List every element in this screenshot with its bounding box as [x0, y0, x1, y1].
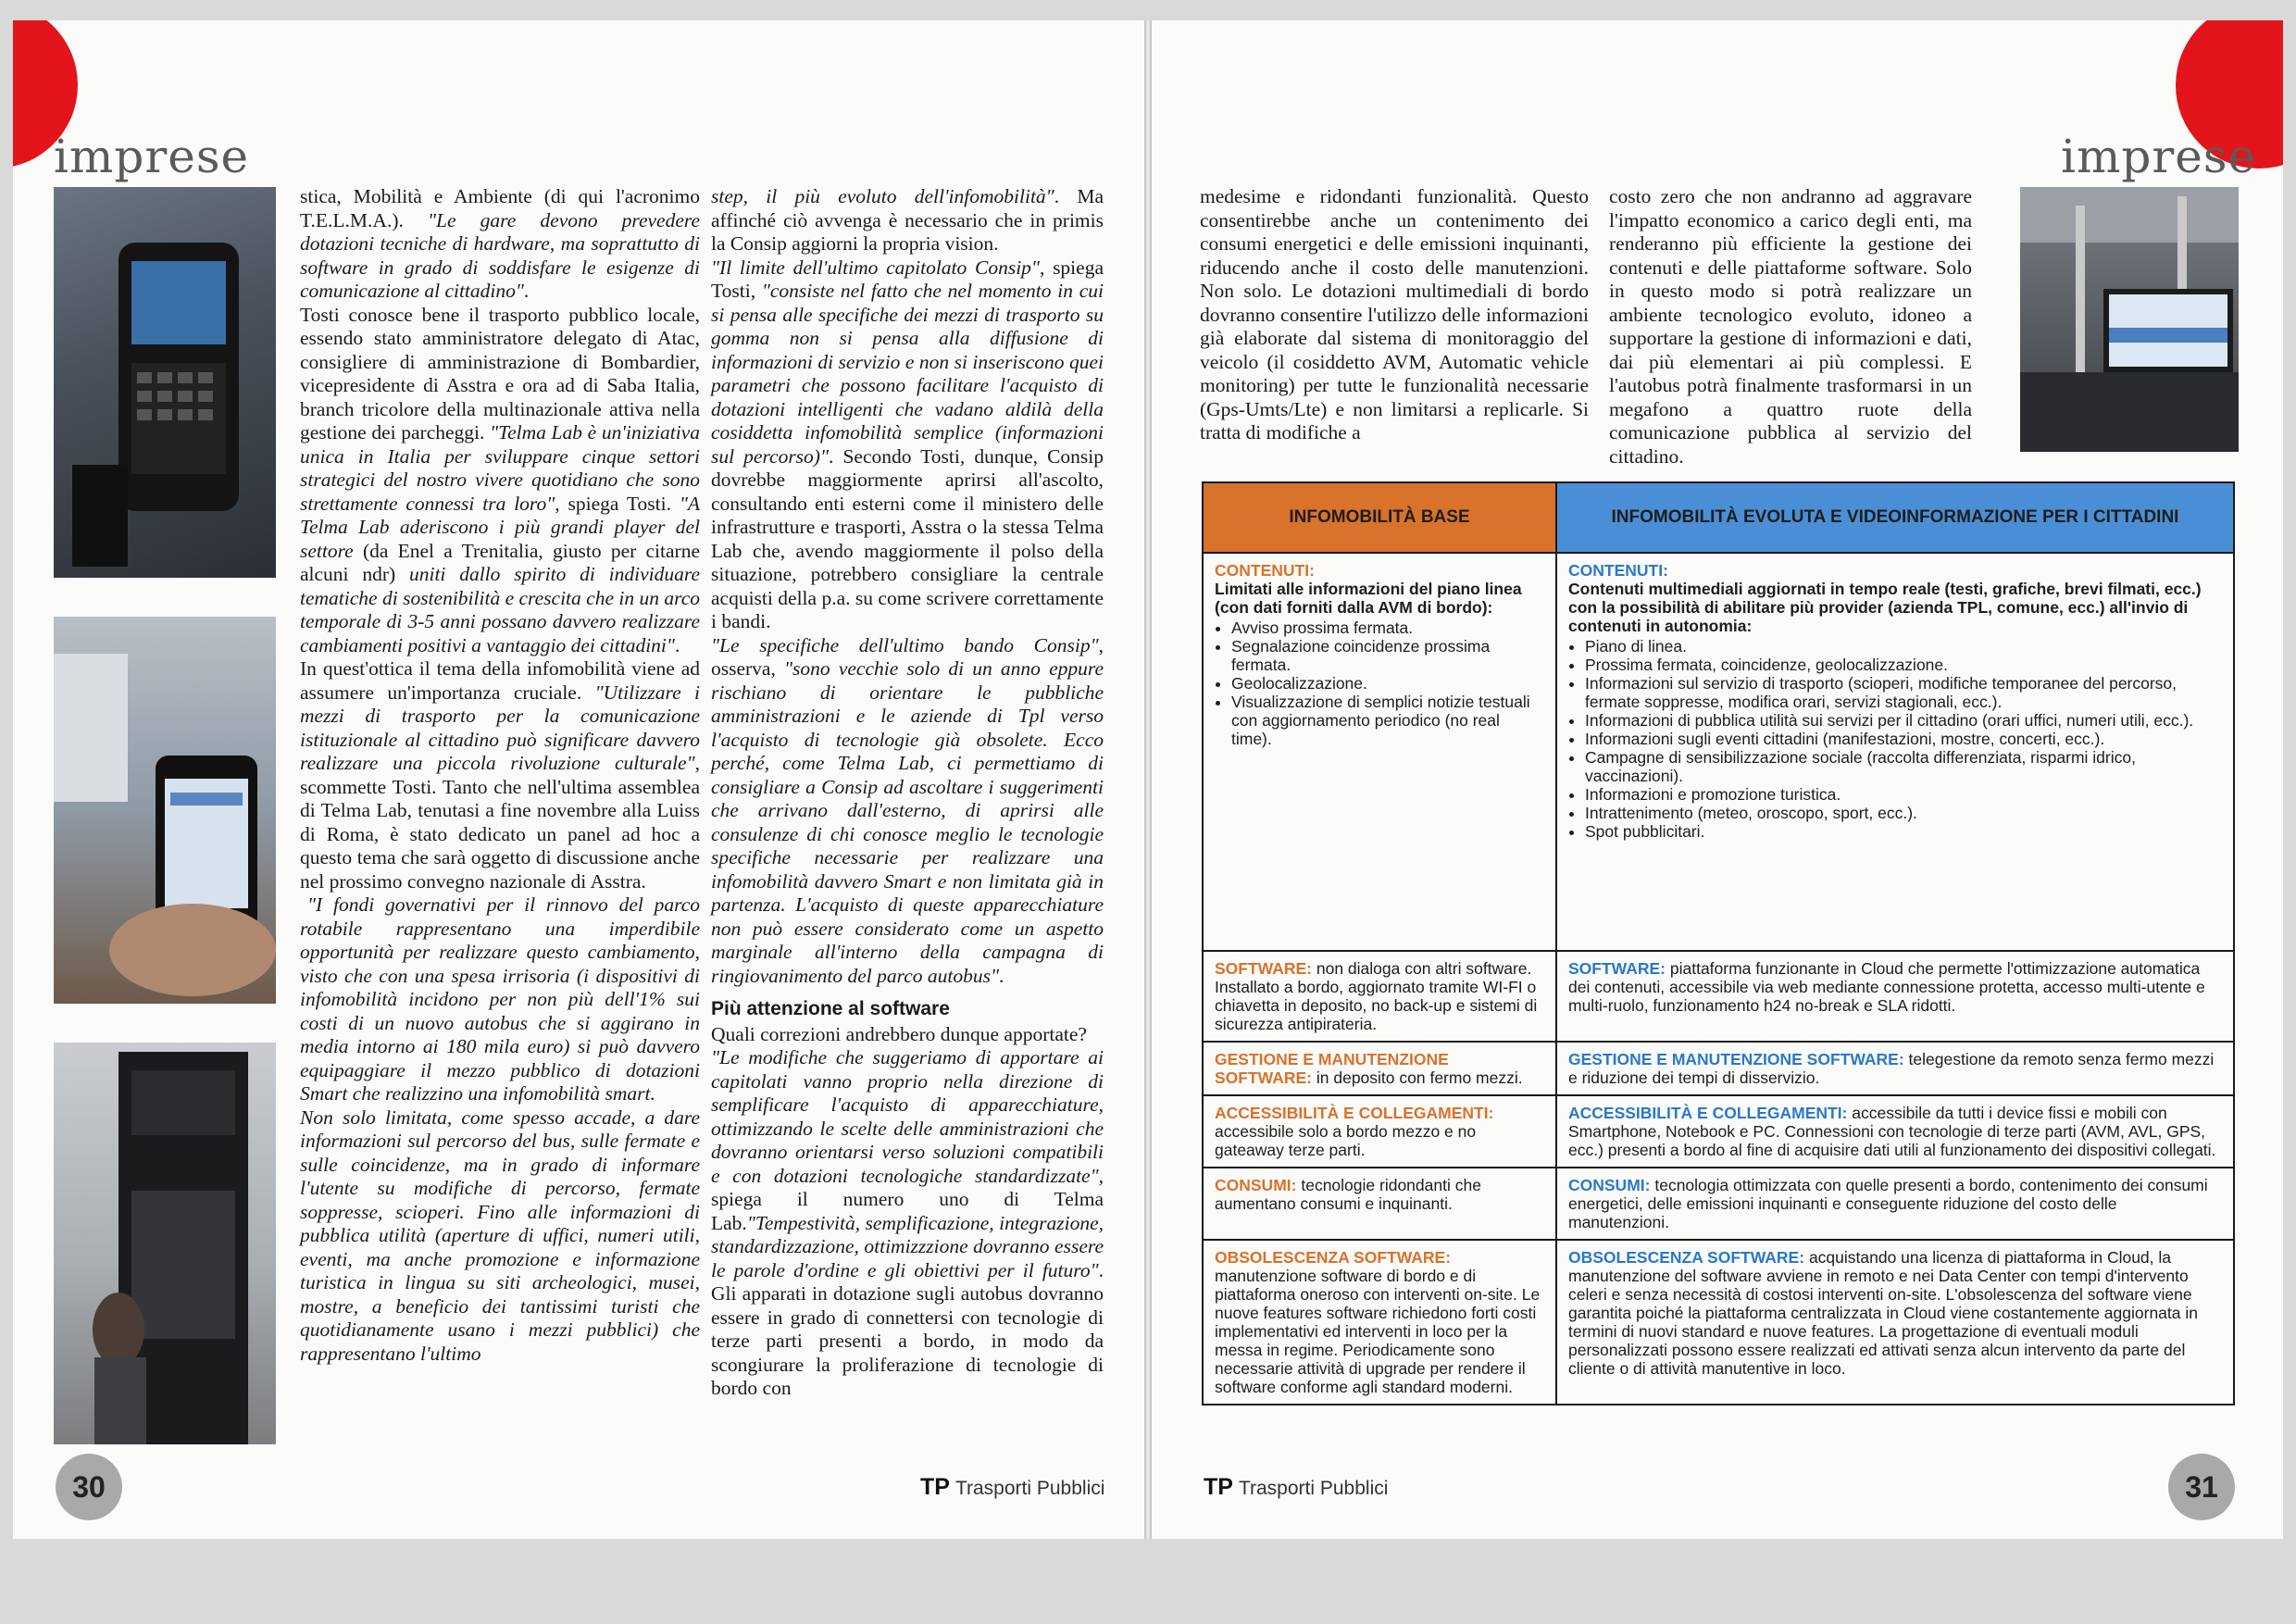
paragraph: medesime e ridondanti funzionalità. Questo consentirebbe anche un contenimento dei consumi energetici e delle emissioni inquinanti, riducendo anche il costo delle manutenzioni. Non solo. Le dotazioni multimediali di bordo dovranno consentire l'utilizzo delle informazioni già elaborate dal sistema di monitoraggio del veicolo (il cosiddetto AVM, Automatic vehicle monitoring) per tutte le funzionalità necessarie (Gps-Umts/Lte) e non limitarsi a replicarle. Si tratta di modifiche a	[1200, 185, 1589, 443]
table-row	[1203, 1095, 2234, 1168]
page-number: 31	[2168, 1454, 2235, 1520]
cell-base-software: SOFTWARE: non dialoga con altri software. Installato a bordo, aggiornato tramite WI-FI o chiavetta in deposito, no back-up e sistemi di sicurezza antipirateria.	[1203, 951, 1556, 1042]
article-column-1	[300, 185, 700, 1366]
page-number: 30	[56, 1454, 122, 1520]
section-label: imprese	[54, 130, 250, 183]
photo-info-totem	[54, 1043, 276, 1444]
footer-brand: TP Trasporti Pubblici	[1204, 1474, 1389, 1500]
section-label: imprese	[2061, 130, 2257, 183]
right-page	[1152, 20, 2283, 1539]
book-spine	[1144, 20, 1152, 1539]
table-row	[1203, 1042, 2234, 1095]
table-header-row	[1203, 482, 2234, 553]
list-item: • Segnalazione coincidenze prossima fermata.	[1231, 637, 1544, 674]
photo-bus-interior-screen	[2020, 187, 2239, 452]
list-item: • Informazioni di pubblica utilità sui servizi per il cittadino (orari uffici, numeri utili, ecc.).	[1585, 711, 2222, 730]
table-row	[1203, 1240, 2234, 1405]
list-item: • Geolocalizzazione.	[1231, 674, 1544, 693]
list-item: • Informazioni sul servizio di trasporto (scioperi, modifiche temporanee del percorso, fermate soppresse, modifica orari, servizi stagionali, ecc.).	[1585, 674, 2222, 711]
cell-base-accessibilita: ACCESSIBILITÀ E COLLEGAMENTI: accessibile solo a bordo mezzo e no gateaway terze parti.	[1203, 1095, 1556, 1168]
paragraph: stica, Mobilità e Ambiente (di qui l'acronimo T.E.L.M.A.). "Le gare devono prevedere dotazioni tecniche di hardware, ma soprattutto di software in grado di soddisfare le esigenze di comunicazione al cittadino".	[300, 185, 700, 302]
list-item: • Intrattenimento (meteo, oroscopo, sport, ecc.).	[1585, 804, 2222, 822]
list-item: • Avviso prossima fermata.	[1231, 618, 1544, 637]
cell-evo-gestione: GESTIONE E MANUTENZIONE SOFTWARE: telegestione da remoto senza fermo mezzi e riduzione dei tempi di disservizio.	[1556, 1042, 2234, 1095]
subheading: Più attenzione al software	[711, 998, 950, 1019]
article-column-2	[1609, 185, 1972, 468]
table-row	[1203, 553, 2234, 951]
cell-evo-contenuti: CONTENUTI: Contenuti multimediali aggiornati in tempo reale (testi, grafiche, brevi filmati, ecc.) con la possibilità di abilitare più provider (azienda TPL, comune, ecc.) all'invio di contenuti in autonomia: • Piano di linea. • Prossima fermata, coincidenze, geolocalizzazione. • Informazioni sul servizio di trasporto (scioperi, modifiche temporanee del percorso, fermate soppresse, modifica orari, servizi stagionali, ecc.). • Informazioni di pubblica utilità sui servizi per il cittadino (orari uffici, numeri utili, ecc.). • Informazioni sugli eventi cittadini (manifestazioni, mostre, concerti, ecc.). • Campagne di sensibilizzazione sociale (raccolta differenziata, risparmi idrico, vaccinazioni). • Informazioni e promozione turistica. • Intrattenimento (meteo, oroscopo, sport, ecc.). • Spot pubblicitari.	[1556, 553, 2234, 951]
header-infomobilita-base: INFOMOBILITÀ BASE	[1203, 482, 1556, 553]
comparison-table	[1202, 481, 2235, 1405]
list-item: • Spot pubblicitari.	[1585, 822, 2222, 841]
list-item: • Campagne di sensibilizzazione sociale (raccolta differenziata, risparmi idrico, vaccinazioni).	[1585, 748, 2222, 785]
paragraph: costo zero che non andranno ad aggravare l'impatto economico a carico degli enti, ma renderanno più efficiente la gestione dei contenuti e delle piattaforme software. Solo in questo modo si potrà realizzare un ambiente tecnologico evoluto, idoneo a supportare la gestione di informazioni e dati, dai più elementari ai più complessi. E l'autobus potrà finalmente trasformarsi in un megafono a quattro ruote della comunicazione pubblica al servizio del cittadino.	[1609, 185, 1972, 468]
cell-evo-consumi: CONSUMI: tecnologia ottimizzata con quelle presenti a bordo, contenimento dei consumi energetici, delle emissioni inquinanti e conseguente riduzione del costo delle manutenzioni.	[1556, 1168, 2234, 1240]
list-item: • Informazioni sugli eventi cittadini (manifestazioni, mostre, concerti, ecc.).	[1585, 730, 2222, 748]
left-page	[13, 20, 1144, 1539]
cell-evo-obsolescenza: OBSOLESCENZA SOFTWARE: acquistando una licenza di piattaforma in Cloud, la manutenzione del software avviene in remoto e nei Data Center con tempi d'intervento celeri e senza necessità di costosi interventi on-site. L'obsolescenza del software viene garantita poiché la piattaforma centralizzata in Cloud viene costantemente aggiornata in termini di nuovi standard e nuove features. La progettazione di eventuali moduli personalizzati possono essere realizzati ed attivati senza alcun intervento da parte del cliente o di attività manutentive in loco.	[1556, 1240, 2234, 1405]
header-infomobilita-evoluta: INFOMOBILITÀ EVOLUTA E VIDEOINFORMAZIONE PER I CITTADINI	[1556, 482, 2234, 553]
article-column-2	[711, 185, 1104, 1401]
cell-base-gestione: GESTIONE E MANUTENZIONE SOFTWARE: in deposito con fermo mezzi.	[1203, 1042, 1556, 1095]
paragraph: "Il limite dell'ultimo capitolato Consip", spiega Tosti, "consiste nel fatto che nel momento in cui si pensa alle specifiche dei mezzi di trasporto su gomma non si pensa alla diffusione di informazioni di servizio e non si inseriscono quei parametri che possono facilitare l'acquisto di dotazioni intelligenti che vadano aldilà della cosiddetta infomobilità semplice (informazioni sul percorso)". Secondo Tosti, dunque, Consip dovrebbe maggiormente aprirsi all'ascolto, consultando enti esterni come il ministero delle infrastrutture e trasporti, Asstra o la stessa Telma Lab che, avendo maggiormente il polso della situazione, potrebbero consigliare la centrale acquisti della p.a. su come scrivere correttamente i bandi.	[711, 256, 1104, 632]
cell-base-obsolescenza: OBSOLESCENZA SOFTWARE: manutenzione software di bordo e di piattaforma oneroso con interventi on-site. Le nuove features software richiedono forti costi implementativi ed interventi in loco per la messa in regime. Periodicamente sono necessarie attività di upgrade per rendere il software conforme agli standard moderni.	[1203, 1240, 1556, 1405]
cell-base-consumi: CONSUMI: tecnologie ridondanti che aumentano consumi e inquinanti.	[1203, 1168, 1556, 1240]
list-item: • Visualizzazione di semplici notizie testuali con aggiornamento periodico (no real time).	[1231, 693, 1544, 748]
list-item: • Piano di linea.	[1585, 637, 2222, 656]
list-item: • Informazioni e promozione turistica.	[1585, 785, 2222, 804]
paragraph: "Le modifiche che suggeriamo di apportare ai capitolati vanno proprio nella direzione di semplificare l'acquisto di apparecchiature, ottimizzando le scelte delle amministrazioni che dovranno orientarsi verso soluzioni compatibili e con dotazioni tecnologiche standardizzate", spiega il numero uno di Telma Lab."Tempestività, semplificazione, integrazione, standardizzazione, ottimizzzione dovranno essere le parole d'ordine e gli obiettivi per il futuro". Gli apparati in dotazione sugli autobus dovranno essere in grado di connettersi con tecnologie di terze parti presenti a bordo, in modo da scongiurare la proliferazione di tecnologie di bordo con	[711, 1046, 1104, 1399]
paragraph: "I fondi governativi per il rinnovo del parco rotabile rappresentano una imperdibile opportunità per realizzare questo cambiamento, visto che con una spesa irrisoria (i dispositivi di infomobilità incidono per non più dell'1% sui costi di un nuovo autobus che si aggirano in media intorno ai 180 mila euro) si può davvero equipaggiare il mezzo pubblico di dotazioni Smart che realizzino una infomobilità smart.	[300, 893, 700, 1105]
cell-evo-accessibilita: ACCESSIBILITÀ E COLLEGAMENTI: accessibile da tutti i device fissi e mobili con Smartphone, Notebook e PC. Connessioni con tecnologie di terze parti (AVM, AVL, GPS, ecc.) presenti a bordo al fine di acquisire dati utili al funzionamento dei dispositivi collegati.	[1556, 1095, 2234, 1168]
list-item: • Prossima fermata, coincidenze, geolocalizzazione.	[1585, 656, 2222, 674]
cell-evo-software: SOFTWARE: piattaforma funzionante in Cloud che permette l'ottimizzazione automatica dei contenuti, accessibile via web mediante connessione protetta, accesso multi-utente e multi-ruolo, funzionamento h24 no-break e SLA ridotti.	[1556, 951, 2234, 1042]
paragraph: In quest'ottica il tema della infomobilità viene ad assumere un'importanza cruciale. "Utilizzare i mezzi di trasporto per la comunicazione istituzionale al cittadino può significare davvero realizzare una piccola rivoluzione culturale", scommette Tosti. Tanto che nell'ultima assemblea di Telma Lab, tenutasi a fine novembre alla Luiss di Roma, è stato dedicato un panel ad hoc a questo tema che sarà oggetto di discussione anche nel prossimo convegno nazionale di Asstra.	[300, 657, 700, 893]
paragraph: Quali correzioni andrebbero dunque apportate?	[711, 1022, 1087, 1045]
table-row	[1203, 1168, 2234, 1240]
table-row	[1203, 951, 2234, 1042]
cell-base-contenuti: CONTENUTI: Limitati alle informazioni del piano linea (con dati forniti dalla AVM di bordo): • Avviso prossima fermata. • Segnalazione coincidenze prossima fermata. • Geolocalizzazione. • Visualizzazione di semplici notizie testuali con aggiornamento periodico (no real time).	[1203, 553, 1556, 951]
photo-iphone-hand	[54, 617, 276, 1004]
article-column-1	[1200, 185, 1589, 445]
paragraph: Non solo limitata, come spesso accade, a dare informazioni sul percorso del bus, sulle fermate e sulle coincidenze, ma in grado di informare l'utente su modifiche di percorso, fermate soppresse, scioperi. Fino alle informazioni di pubblica utilità (aperture di uffici, numeri utili, eventi, ma anche promozione e informazione turistica in lingua su siti archeologici, musei, mostre, a beneficio dei tantissimi turisti che quotidianamente usano i mezzi pubblici) che rappresentano l'ultimo	[300, 1106, 700, 1365]
footer-brand: TP Trasporti Pubblici	[920, 1474, 1105, 1500]
photo-smartphone-holder	[54, 187, 276, 578]
paragraph: "Le specifiche dell'ultimo bando Consip", osserva, "sono vecchie solo di un anno eppure rischiano di orientare le pubbliche amministrazioni e le aziende di Tpl verso l'acquisto di tecnologie già obsolete. Ecco perché, come Telma Lab, ci permettiamo di consigliare a Consip ad ascoltare i suggerimenti che arrivano dall'esterno, di aprirsi alle consulenze di chi conosce meglio le tecnologie specifiche necessarie per realizzare una infomobilità davvero Smart e non limitata già in partenza. L'acquisto di queste apparecchiature non può essere considerato come un aspetto marginale all'interno della campagna di ringiovanimento del parco autobus".	[711, 633, 1104, 987]
paragraph: step, il più evoluto dell'infomobilità". Ma affinché ciò avvenga è necessario che in primis la Consip aggiorni la propria vision.	[711, 185, 1104, 255]
paragraph: Tosti conosce bene il trasporto pubblico locale, essendo stato amministratore delegato di Atac, consigliere di amministrazione di Bombardier, vicepresidente di Asstra e ora ad di Saba Italia, branch tricolore della multinazionale attiva nella gestione dei parcheggi. "Telma Lab è un'iniziativa unica in Italia per sviluppare cinque settori strategici del nostro vivere quotidiano che sono strettamente connessi tra loro", spiega Tosti. "A Telma Lab aderiscono i più grandi player del settore (da Enel a Trenitalia, giusto per citarne alcuni ndr) uniti dallo spirito di individuare tematiche di sostenibilità e crescita che in un arco temporale di 3-5 anni possano davvero realizzare cambiamenti positivi a vantaggio dei cittadini".	[300, 303, 700, 656]
